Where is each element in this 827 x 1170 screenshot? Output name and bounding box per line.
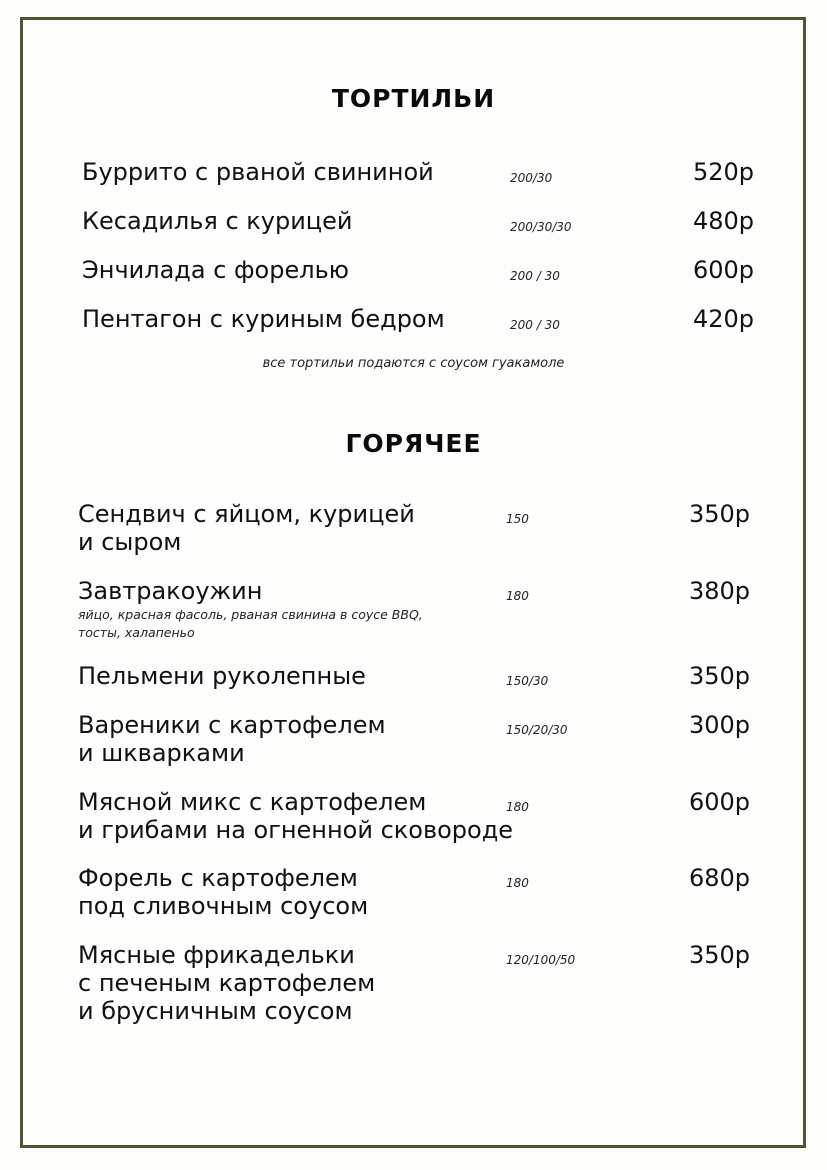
menu-item — [78, 788, 513, 844]
menu-item-name: Завтракоужин — [78, 577, 263, 605]
menu-item — [78, 711, 386, 767]
menu-item-price: 380р — [688, 577, 750, 605]
section-title-tortillas: ТОРТИЛЬИ — [331, 84, 496, 113]
menu-item-weight: 150/30 — [506, 674, 549, 688]
menu-item-weight: 200 / 30 — [510, 318, 560, 332]
menu-item-price: 350р — [688, 941, 750, 969]
section-title-hot-dishes: ГОРЯЧЕЕ — [345, 429, 482, 458]
menu-item-name: Энчилада с форелью — [82, 256, 349, 284]
menu-item-price: 600р — [688, 788, 750, 816]
menu-item-weight: 120/100/50 — [506, 953, 576, 967]
menu-item-name: Мясной микс с картофелем и грибами на огненной сковороде — [78, 788, 514, 844]
menu-item-price: 350р — [688, 500, 750, 528]
menu-item-name: Сендвич с яйцом, курицей и сыром — [78, 500, 415, 556]
menu-item-name: Кесадилья с курицей — [82, 207, 353, 235]
menu-item — [82, 207, 353, 235]
menu-item-weight: 180 — [506, 800, 529, 814]
menu-item-weight: 200 / 30 — [510, 269, 560, 283]
menu-item-weight: 200/30/30 — [510, 220, 572, 234]
menu-item-price: 680р — [688, 864, 750, 892]
menu-item-name: Пельмени руколепные — [78, 662, 366, 690]
menu-item-description: яйцо, красная фасоль, рваная свинина в соусе BBQ, тосты, халапеньо — [78, 607, 423, 640]
menu-item-weight: 180 — [506, 876, 529, 890]
menu-item-name: Форель с картофелем под сливочным соусом — [78, 864, 369, 920]
menu-item-price: 420р — [692, 305, 754, 333]
menu-item — [82, 256, 349, 284]
menu-item-weight: 200/30 — [510, 171, 553, 185]
menu-item-name: Пентагон с куриным бедром — [82, 305, 445, 333]
tortillas-note: все тортильи подаются с соусом гуакамоле — [262, 356, 565, 371]
menu-item-name: Буррито с рваной свининой — [82, 158, 434, 186]
menu-item-name: Вареники с картофелем и шкварками — [78, 711, 386, 767]
menu-item-price: 300р — [688, 711, 750, 739]
menu-item-price: 520р — [692, 158, 754, 186]
menu-item-weight: 150/20/30 — [506, 723, 568, 737]
menu-item — [82, 305, 445, 333]
menu-item-weight: 150 — [506, 512, 529, 526]
menu-item — [78, 941, 375, 1025]
menu-item — [82, 158, 434, 186]
menu-item-weight: 180 — [506, 589, 529, 603]
menu-item — [78, 864, 368, 920]
menu-item — [78, 662, 366, 690]
menu-item-name: Мясные фрикадельки с печеным картофелем и брусничным соусом — [78, 941, 376, 1025]
menu-item — [78, 500, 415, 556]
menu-item-price: 480р — [692, 207, 754, 235]
menu-item — [78, 577, 423, 642]
menu-item-price: 600р — [692, 256, 754, 284]
menu-item-price: 350р — [688, 662, 750, 690]
